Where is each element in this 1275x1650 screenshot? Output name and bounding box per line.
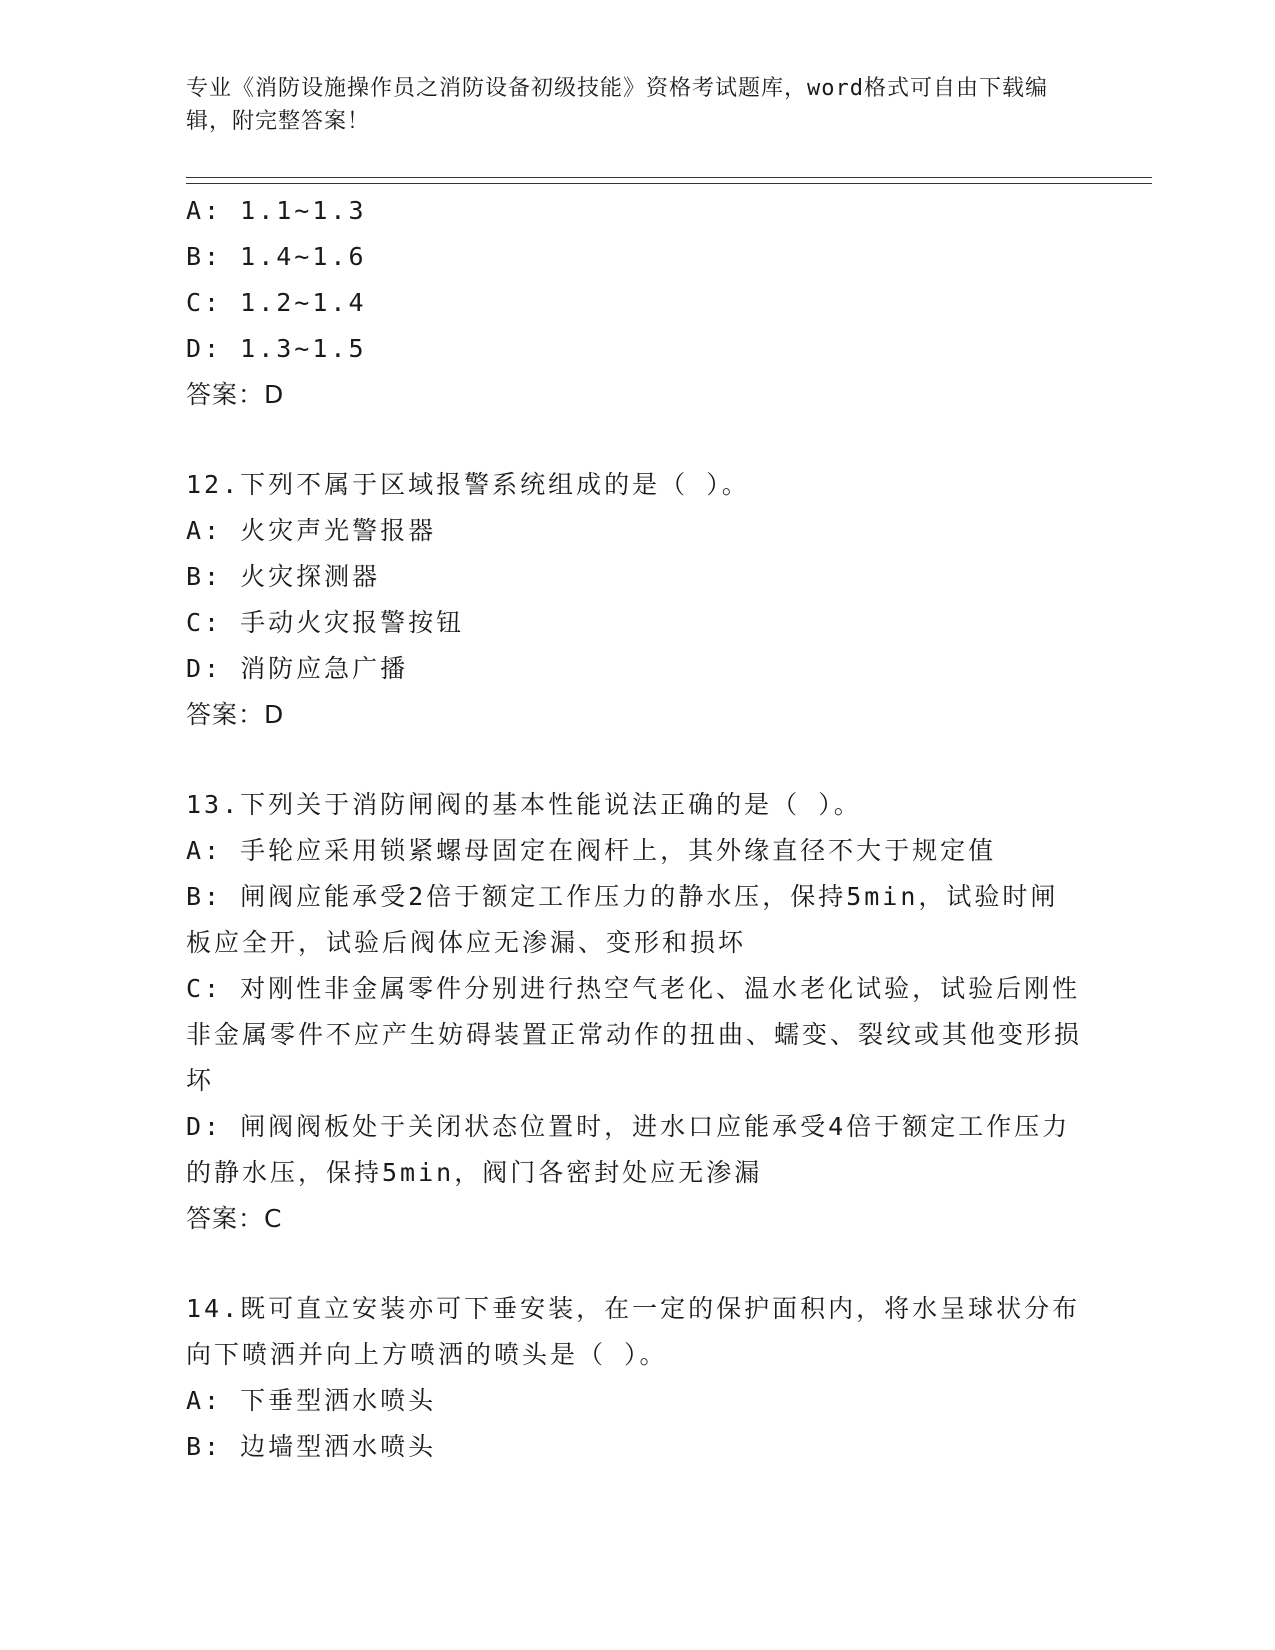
q13-option-d: D: 闸阀阀板处于关闭状态位置时，进水口应能承受4倍于额定工作压力的静水压，保持5min，阀门各密封处应无渗漏	[186, 1112, 1071, 1187]
q13-answer: 答案：C	[186, 1204, 283, 1233]
header-divider-top	[186, 177, 1152, 178]
q11-option-a: A: 1.1~1.3	[186, 196, 367, 225]
question-content	[186, 188, 1086, 1470]
q12-option-c: C: 手动火灾报警按钮	[186, 608, 465, 637]
q12-answer: 答案：D	[186, 700, 285, 729]
q12-option-d: D: 消防应急广播	[186, 654, 409, 683]
question-spacer	[186, 1242, 1086, 1286]
q11-option-d: D: 1.3~1.5	[186, 334, 367, 363]
q12-option-a: A: 火灾声光警报器	[186, 516, 437, 545]
q13-option-b: B: 闸阀应能承受2倍于额定工作压力的静水压，保持5min，试验时闸板应全开，试验后阀体应无渗漏、变形和损坏	[186, 882, 1059, 957]
q13-option-c: C: 对刚性非金属零件分别进行热空气老化、温水老化试验，试验后刚性非金属零件不应产生妨碍装置正常动作的扭曲、蠕变、裂纹或其他变形损坏	[186, 974, 1083, 1095]
q12-option-b: B: 火灾探测器	[186, 562, 381, 591]
q13-question: 13.下列关于消防闸阀的基本性能说法正确的是（ ）。	[186, 790, 862, 819]
header-divider-bottom	[186, 183, 1152, 184]
q11-option-c: C: 1.2~1.4	[186, 288, 367, 317]
q14-option-b: B: 边墙型洒水喷头	[186, 1432, 437, 1461]
q11-answer: 答案：D	[186, 380, 285, 409]
q12-question: 12.下列不属于区域报警系统组成的是（ ）。	[186, 470, 750, 499]
q14-question: 14.既可直立安装亦可下垂安装，在一定的保护面积内，将水呈球状分布向下喷洒并向上方喷洒的喷头是（ ）。	[186, 1294, 1081, 1369]
q11-option-b: B: 1.4~1.6	[186, 242, 367, 271]
document-header: 专业《消防设施操作员之消防设备初级技能》资格考试题库，word格式可自由下载编辑，附完整答案！	[186, 76, 1048, 134]
q13-option-a: A: 手轮应采用锁紧螺母固定在阀杆上，其外缘直径不大于规定值	[186, 836, 997, 865]
q14-option-a: A: 下垂型洒水喷头	[186, 1386, 437, 1415]
question-spacer	[186, 418, 1086, 462]
question-spacer	[186, 738, 1086, 782]
